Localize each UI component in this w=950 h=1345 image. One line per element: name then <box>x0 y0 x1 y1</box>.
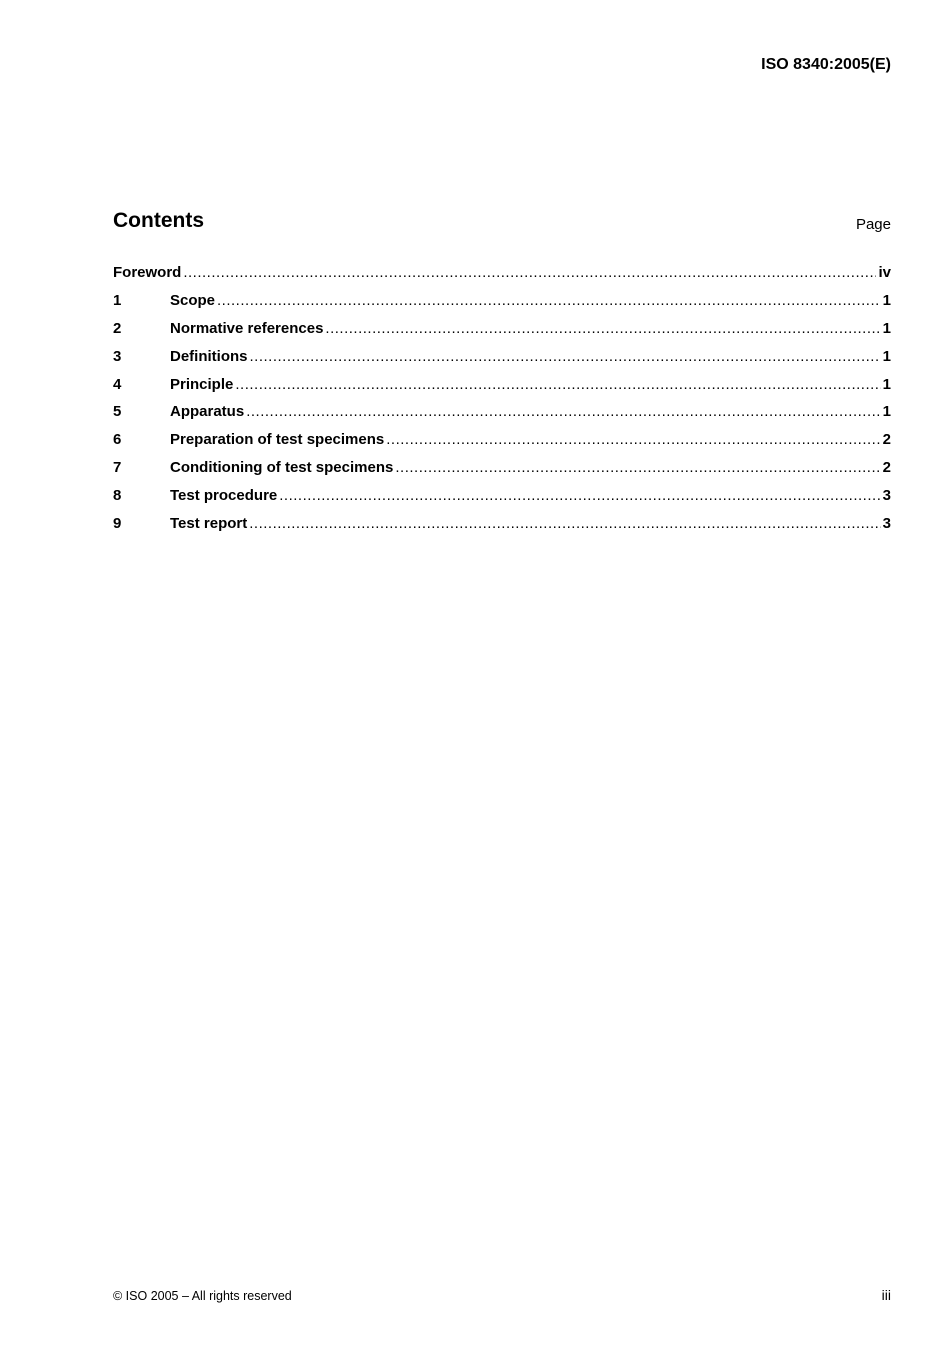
toc-entry-test-report[interactable] <box>113 515 891 543</box>
toc-entry-page: iv <box>878 264 891 281</box>
toc-entry-title: Test procedure <box>170 487 278 505</box>
toc-entry-preparation-of-test-specimens[interactable] <box>113 431 891 459</box>
toc-entry-scope[interactable] <box>113 292 891 320</box>
toc-entry-number: 2 <box>113 319 122 337</box>
toc-entry-page: 2 <box>882 459 891 477</box>
toc-entry-page: 3 <box>882 487 891 505</box>
toc-entry-title: Test report <box>170 515 248 533</box>
toc-entry-page: 1 <box>882 403 891 421</box>
toc-entry-number: 8 <box>113 487 122 505</box>
page-column-label: Page <box>855 216 891 233</box>
toc-dot-leader <box>217 292 881 309</box>
toc-entry-number: 6 <box>113 431 122 449</box>
toc-entry-number: 1 <box>113 291 122 309</box>
toc-entry-title: Preparation of test specimens <box>170 431 385 449</box>
toc-dot-leader <box>386 431 880 448</box>
toc-entry-number: 7 <box>113 459 122 477</box>
table-of-contents <box>113 264 891 543</box>
toc-entry-title: Apparatus <box>170 403 245 421</box>
toc-dot-leader <box>325 320 880 337</box>
toc-dot-leader <box>249 515 880 532</box>
toc-entry-conditioning-of-test-specimens[interactable] <box>113 459 891 487</box>
toc-entry-test-procedure[interactable] <box>113 487 891 515</box>
footer-page-number: iii <box>881 1287 891 1303</box>
toc-entry-title: Normative references <box>170 319 324 337</box>
toc-dot-leader <box>279 487 880 504</box>
toc-entry-title: Conditioning of test specimens <box>170 459 394 477</box>
toc-dot-leader <box>235 376 880 393</box>
toc-entry-page: 1 <box>882 375 891 393</box>
toc-entry-title: Foreword <box>113 264 182 281</box>
toc-entry-page: 1 <box>882 347 891 365</box>
toc-entry-normative-references[interactable] <box>113 320 891 348</box>
document-id: ISO 8340:2005(E) <box>761 56 891 73</box>
toc-entry-title: Definitions <box>170 347 248 365</box>
toc-entry-page: 1 <box>882 291 891 309</box>
toc-entry-page: 1 <box>882 319 891 337</box>
contents-heading: Contents <box>113 209 204 232</box>
footer-copyright: © ISO 2005 – All rights reserved <box>113 1289 292 1303</box>
toc-entry-apparatus[interactable] <box>113 403 891 431</box>
toc-entry-title: Principle <box>170 375 234 393</box>
toc-entry-foreword[interactable] <box>113 264 891 292</box>
toc-dot-leader <box>250 348 881 365</box>
toc-entry-page: 3 <box>882 515 891 533</box>
toc-entry-number: 5 <box>113 403 122 421</box>
toc-dot-leader <box>183 264 876 281</box>
toc-entry-definitions[interactable] <box>113 348 891 376</box>
toc-entry-title: Scope <box>170 291 216 309</box>
toc-dot-leader <box>395 459 880 476</box>
toc-entry-principle[interactable] <box>113 376 891 404</box>
toc-entry-number: 3 <box>113 347 122 365</box>
toc-entry-number: 9 <box>113 515 122 533</box>
toc-dot-leader <box>246 403 880 420</box>
toc-entry-page: 2 <box>882 431 891 449</box>
toc-entry-number: 4 <box>113 375 122 393</box>
